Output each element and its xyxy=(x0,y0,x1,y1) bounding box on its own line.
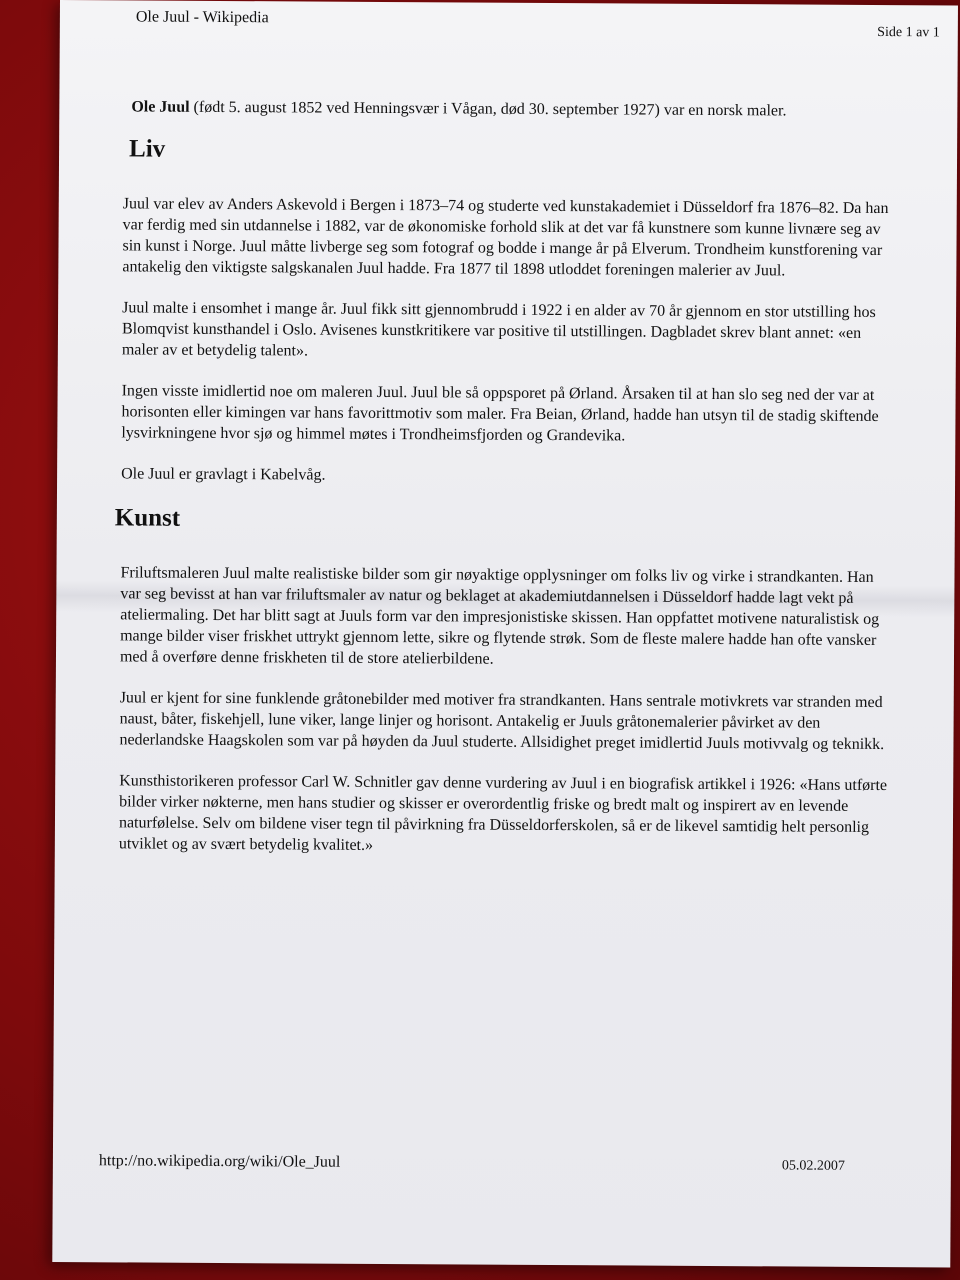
intro-paragraph xyxy=(131,96,899,122)
kunst-paragraph-1: Friluftsmaleren Juul malte realistiske bilder som gir nøyaktige opplysninger om folks liv og virke i strandkanten. Han var seg bevisst at han var friluftsmaler av natur og beklaget at akademiutdannelsen i Düsseldorf hadde lagt vekt på ateliermaling. Det har blitt sagt at Juuls form var den impresjonistiske skissen. Han oppfattet motivene naturalistisk og mange bilder viser friskhet uttrykt gjennom lette, sikre og flytende strøk. Som de fleste malere hadde han ofte vansker med å overføre denne friskheten til de store atelierbildene. xyxy=(119,564,880,668)
kunst-paragraph-2: Juul er kjent for sine funklende gråtonebilder med motiver fra strandkanten. Hans sentrale motivkrets var stranden med naust, båter, fiskehjell, lune viker, lange linjer og horisont. Antakelig er Juuls gråtonemalerier påvirket av den nederlandske Haagskolen som var på høyden da Juul studerte. Allsidighet preget imidlertid Juuls motivvalg og teknikk. xyxy=(119,689,885,754)
kunst-paragraph-3: Kunsthistorikeren professor Carl W. Schnitler gav denne vurdering av Juul i en biografisk artikkel i 1926: «Hans utførte bilder virker nøkterne, men hans studier og skisser er overordentlig friske og bredt malt og inspirert av en levende naturfølelse. Selv om bildene viser tegn til påvirkning fra Düsseldorferskolen, så er de likevel samtidig helt personlig utviklet og av svært betydelig kvalitet.» xyxy=(118,772,888,854)
page-number: Side 1 av 1 xyxy=(877,24,940,41)
heading-liv: Liv xyxy=(129,135,166,163)
heading-kunst: Kunst xyxy=(114,504,181,532)
footer-date: 05.02.2007 xyxy=(781,1158,845,1174)
printed-page xyxy=(52,0,958,1267)
intro-name: Ole Juul xyxy=(131,98,190,116)
liv-paragraph-2: Juul malte i ensomhet i mange år. Juul fikk sitt gjennombrudd i 1922 i en alder av 70 år gjennom en stor utstilling hos Blomqvist kunsthandel i Oslo. Avisenes kunstkritikere var positive til utstillingen. Dagbladet skrev blant annet: «en maler av et betydelig talent». xyxy=(121,299,876,360)
header-title: Ole Juul - Wikipedia xyxy=(135,8,269,27)
liv-paragraph-3: Ingen visste imidlertid noe om maleren Juul. Juul ble så oppsporet på Ørland. Årsaken til at han slo seg ned der var at horisonten eller kimingen var hans favorittmotiv som maler. Fra Beian, Ørland, hadde han utsyn til de stadig skiftende lysvirkningene hvor sjø og himmel møtes i Trondheimsfjorden og Grandevika. xyxy=(121,382,879,445)
liv-paragraph-1: Juul var elev av Anders Askevold i Bergen i 1873–74 og studerte ved kunstakademiet i Düsseldorf fra 1876–82. Da han var ferdig med sin utdannelse i 1882, var de økonomiske forhold slik at det var få kunstnere som kunne livnære seg av sin kunst i Norge. Juul måtte livberge seg som fotograf og bodde i mange år på Elverum. Trondheim kunstforening var antakelig den viktigste salgskanalen Juul hadde. Fra 1877 til 1898 utloddet foreningen malerier av Juul. xyxy=(122,195,889,280)
liv-paragraph-4: Ole Juul er gravlagt i Kabelvåg. xyxy=(121,465,326,484)
intro-text: (født 5. august 1852 ved Henningsvær i Vågan, død 30. september 1927) var en norsk maler. xyxy=(189,98,787,120)
footer-url: http://no.wikipedia.org/wiki/Ole_Juul xyxy=(98,1152,341,1171)
article-content xyxy=(113,96,900,879)
